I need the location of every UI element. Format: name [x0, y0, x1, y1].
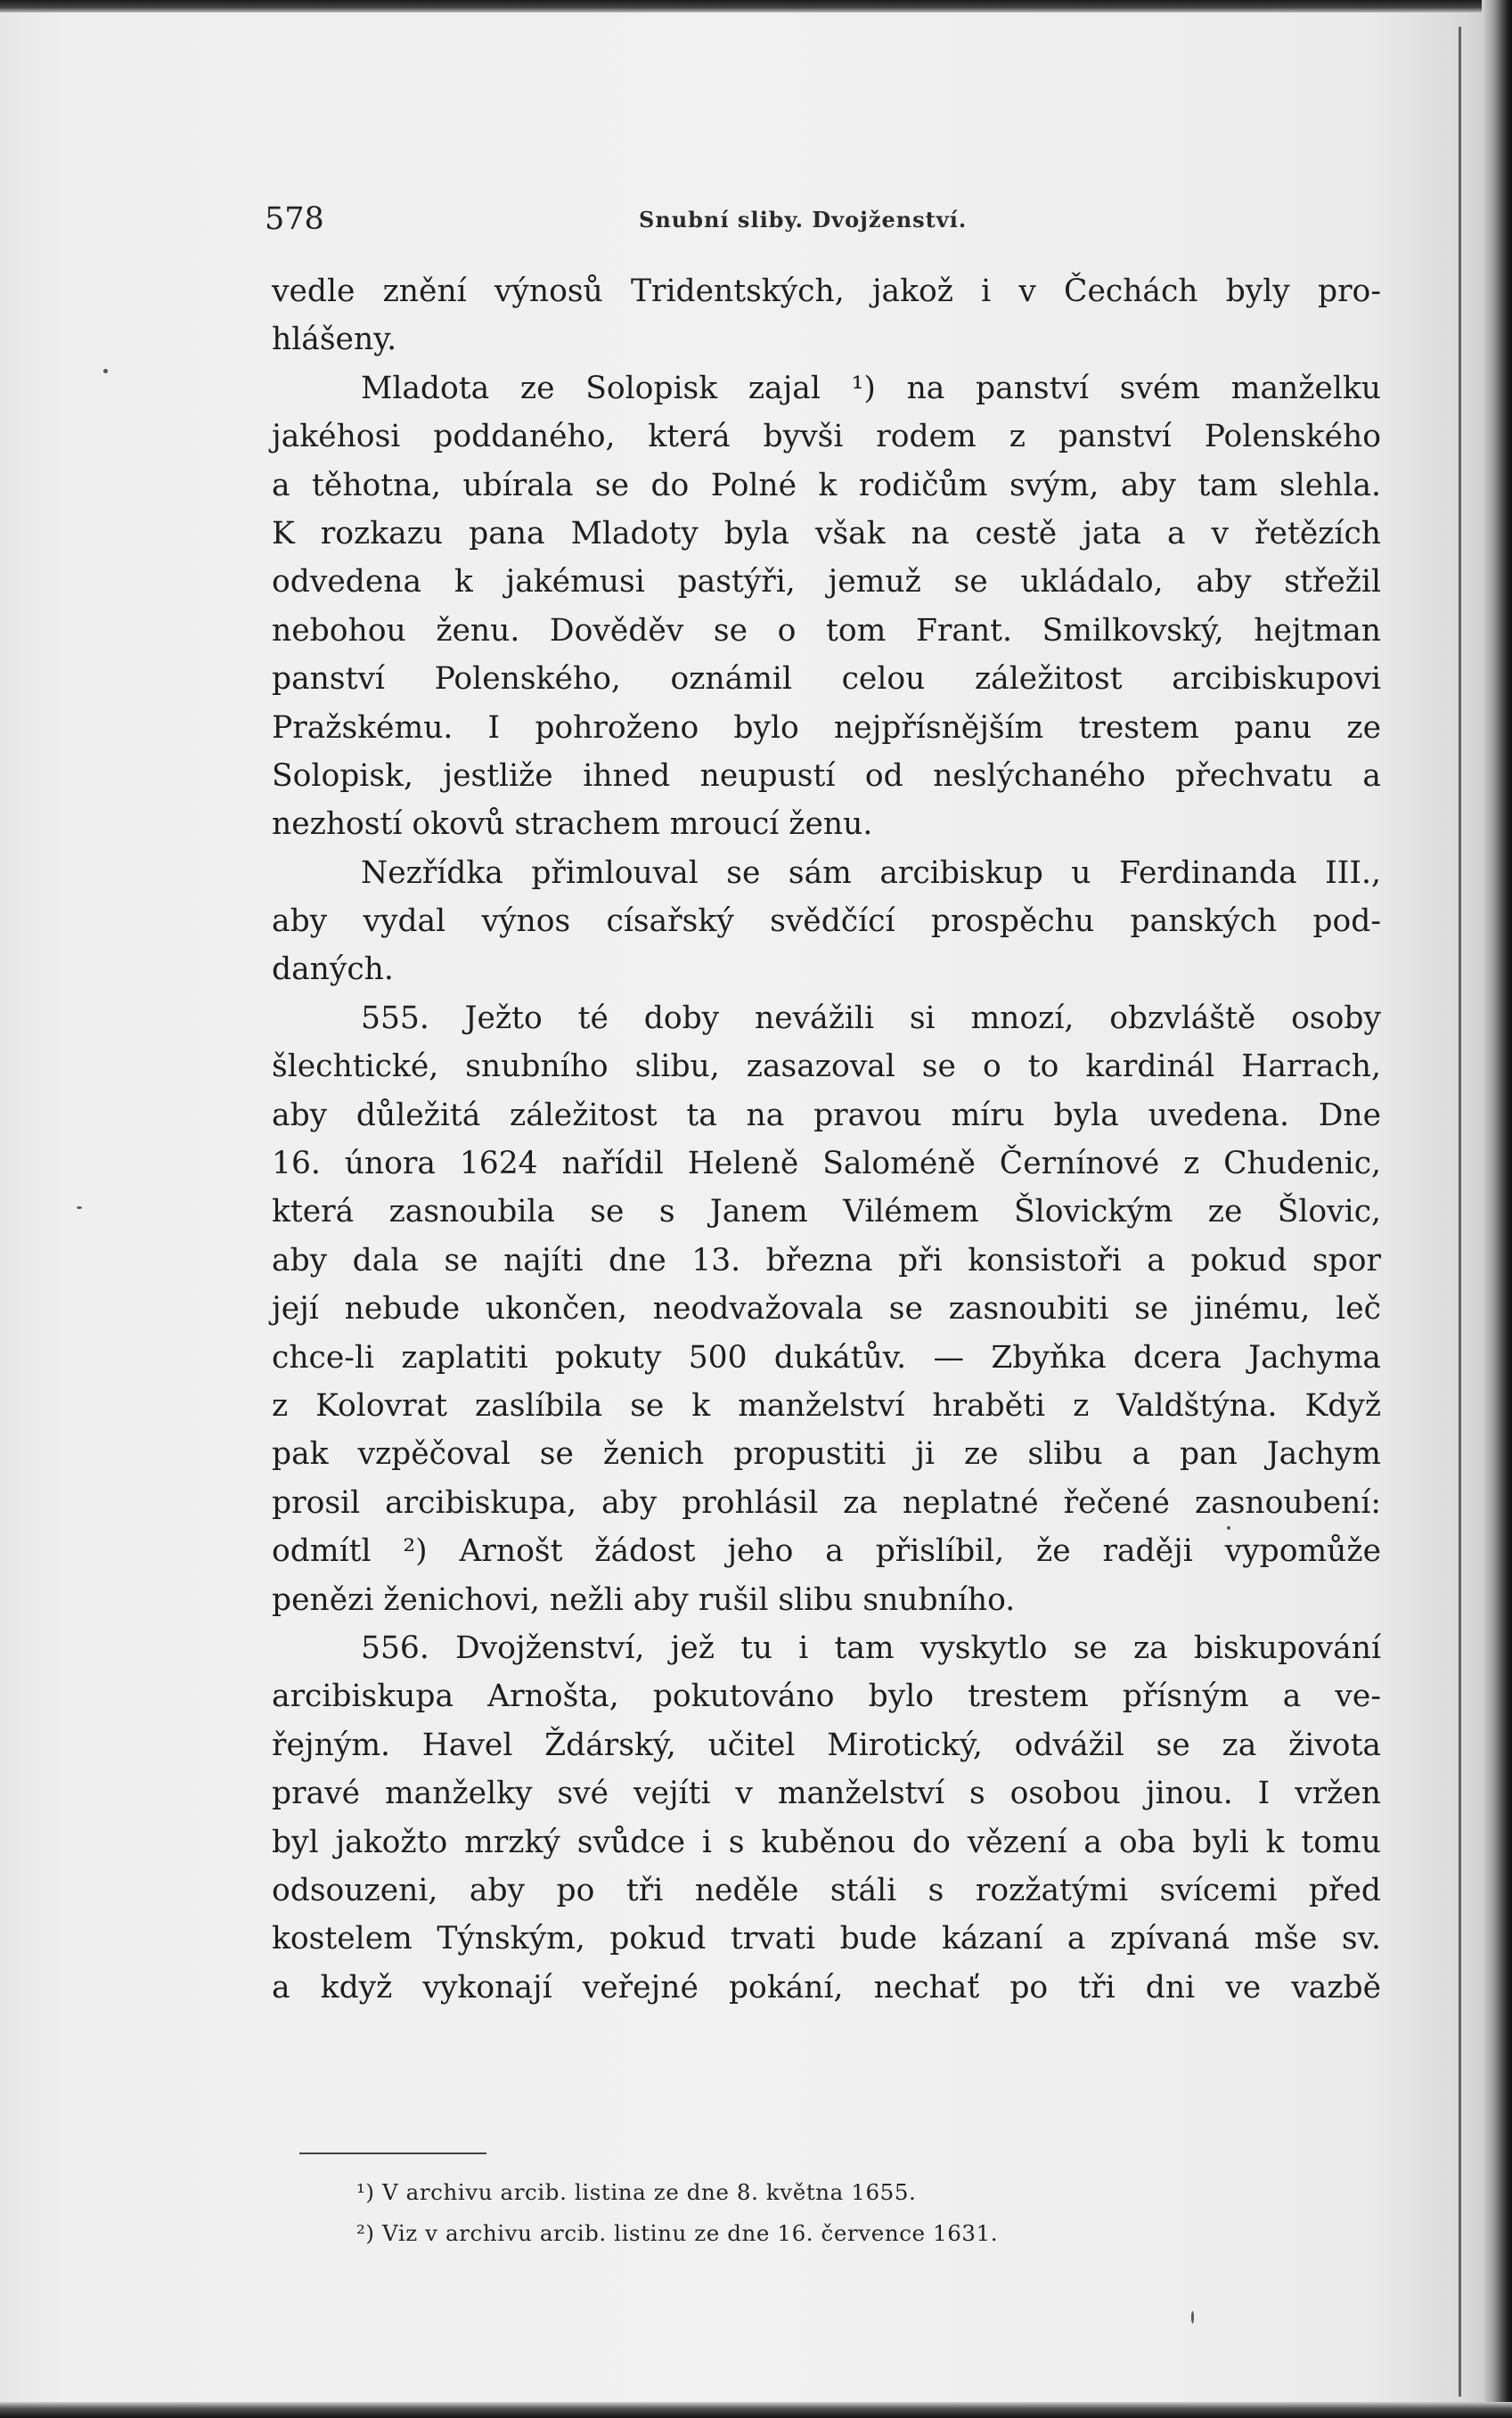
- text-line: nezhostí okovů strachem mroucí ženu.: [272, 806, 873, 843]
- text-line: která zasnoubila se s Janem Vilémem Šlovickým ze Šlovic,: [272, 1194, 1381, 1230]
- footnote: ¹) V archivu arcib. listina ze dne 8. května 1655.: [356, 2179, 917, 2205]
- footnotes: [356, 2172, 1336, 2254]
- text-line: pravé manželky své vejíti v manželství s osobou jinou. I vržen: [272, 1776, 1381, 1812]
- scan-top-edge: [0, 0, 1512, 12]
- page-number: 578: [265, 201, 324, 237]
- text-line: byl jakožto mrzký svůdce i s kuběnou do vězení a oba byli k tomu: [272, 1824, 1381, 1860]
- text-line: Solopisk, jestliže ihned neupustí od neslýchaného přechvatu a: [272, 757, 1381, 794]
- text-line: odvedena k jakémusi pastýři, jemuž se ukládalo, aby střežil: [272, 564, 1381, 600]
- body-text: [272, 267, 1381, 2012]
- text-line: aby vydal výnos císařský svědčící prospěchu panských pod-: [272, 903, 1381, 940]
- text-line: pak vzpěčoval se ženich propustiti ji ze slibu a pan Jachym: [272, 1436, 1381, 1473]
- text-line: nebohou ženu. Dověděv se o tom Frant. Smilkovský, hejtman: [272, 612, 1381, 649]
- text-line: K rozkazu pana Mladoty byla však na cestě jata a v řetězích: [272, 515, 1381, 551]
- page-header: [265, 201, 1378, 246]
- scan-speck: [77, 1206, 82, 1209]
- text-line: Pražskému. I pohroženo bylo nejpřísnějším trestem panu ze: [272, 709, 1381, 746]
- text-line: 16. února 1624 nařídil Heleně Saloméně Černínové z Chudenic,: [272, 1146, 1381, 1182]
- scan-bottom-edge: [0, 2402, 1512, 2418]
- text-line: jakéhosi poddaného, která byvši rodem z panství Polenského: [272, 419, 1381, 455]
- text-line: a když vykonají veřejné pokání, nechať po tři dni ve vazbě: [272, 1969, 1381, 2005]
- text-line: Mladota ze Solopisk zajal ¹) na panství svém manželku: [361, 370, 1381, 406]
- text-line: řejným. Havel Ždárský, učitel Mirotický, odvážil se za života: [272, 1727, 1381, 1763]
- text-line: chce-li zaplatiti pokuty 500 dukátův. — Zbyňka dcera Jachyma: [272, 1339, 1381, 1376]
- text-line: Nezřídka přimlouval se sám arcibiskup u Ferdinanda III.,: [361, 854, 1381, 891]
- text-line: hlášeny.: [272, 322, 397, 358]
- footnote: ²) Viz v archivu arcib. listinu ze dne 16. července 1631.: [356, 2220, 999, 2246]
- text-line: její nebude ukončen, neodvažovala se zasnoubiti se jinému, leč: [272, 1291, 1381, 1327]
- text-line: aby dala se najíti dne 13. března při konsistoři a pokud spor: [272, 1242, 1381, 1278]
- text-line: vedle znění výnosů Tridentských, jakož i v Čechách byly pro-: [272, 274, 1381, 309]
- scan-speck: [103, 369, 108, 373]
- text-line: 555. Ježto té doby nevážili si mnozí, obzvláště osoby: [361, 1000, 1381, 1036]
- text-line: kostelem Týnským, pokud trvati bude kázaní a zpívaná mše sv.: [272, 1921, 1381, 1957]
- text-line: arcibiskupa Arnošta, pokutováno bylo trestem přísným a ve-: [272, 1679, 1381, 1715]
- scan-speck: [1191, 2311, 1194, 2324]
- text-line: odsouzeni, aby po tři neděle stáli s rozžatými svícemi před: [272, 1872, 1381, 1908]
- text-line: prosil arcibiskupa, aby prohlásil za neplatné řečené zasnoubení:: [272, 1484, 1381, 1521]
- text-line: panství Polenského, oznámil celou záležitost arcibiskupovi: [272, 661, 1381, 698]
- text-line: penězi ženichovi, nežli aby rušil slibu snubního.: [272, 1581, 1016, 1618]
- page-fold-line: [1459, 27, 1461, 2397]
- text-line: šlechtické, snubního slibu, zasazoval se o to kardinál Harrach,: [272, 1049, 1381, 1085]
- text-line: daných.: [272, 952, 394, 988]
- text-line: z Kolovrat zaslíbila se k manželství hraběti z Valdštýna. Když: [272, 1387, 1381, 1424]
- text-line: odmítl ²) Arnošt žádost jeho a přislíbil, že raději vypomůže: [272, 1533, 1381, 1570]
- text-line: aby důležitá záležitost ta na pravou míru byla uvedena. Dne: [272, 1097, 1381, 1133]
- footnote-divider: [299, 2153, 486, 2154]
- running-title: Snubní sliby. Dvojženství.: [639, 207, 968, 233]
- text-line: 556. Dvojženství, jež tu i tam vyskytlo se za biskupování: [361, 1630, 1381, 1666]
- text-line: a těhotna, ubírala se do Polné k rodičům svým, aby tam slehla.: [272, 467, 1381, 503]
- scan-right-edge: [1482, 0, 1512, 2418]
